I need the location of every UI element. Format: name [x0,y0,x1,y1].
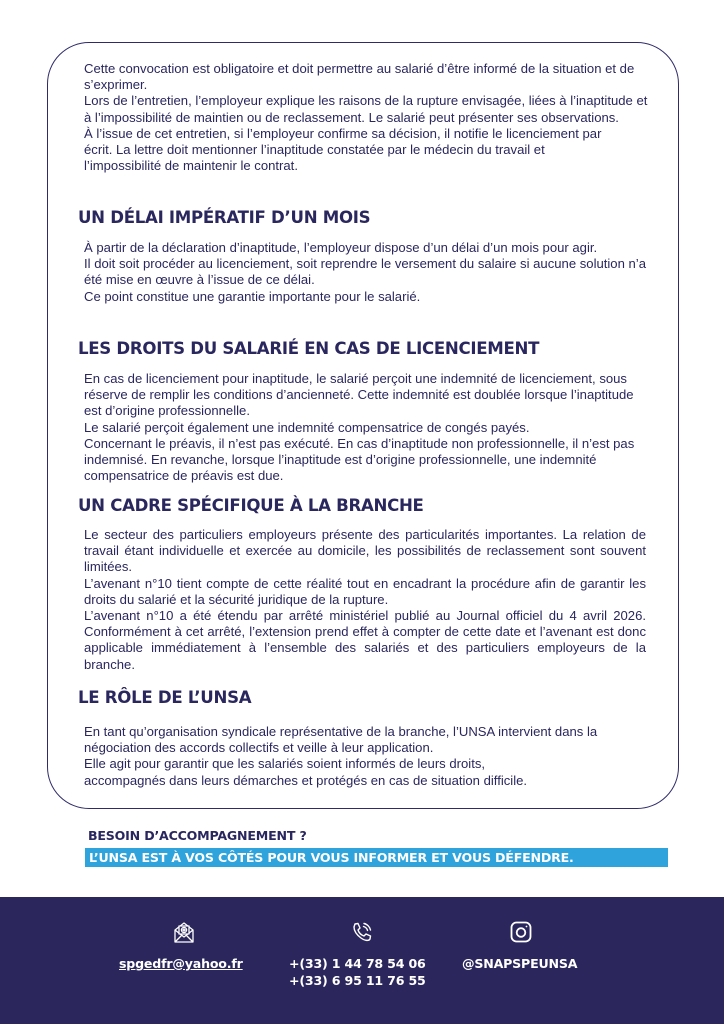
section-paragraph: L’avenant n°10 tient compte de cette réalité tout en encadrant la procédure afin de garantir les droits du salarié et la sécurité juridique de la rupture. [84,575,646,607]
instagram-icon[interactable] [509,920,533,944]
section-heading: UN DÉLAI IMPÉRATIF D’UN MOIS [78,208,371,227]
section-paragraph: L’avenant n°10 a été étendu par arrêté ministériel publié au Journal officiel du 4 avril 2026. Conformément à cet arrêté, l’extension prend effet à compter de cette date et l’avenant est donc applicable immédiatement à l’ensemble des salariés et des particuliers employeurs de la branche. [84,608,646,672]
section-paragraph: Le secteur des particuliers employeurs présente des particularités importantes. La relation de travail étant individuelle et exercée au domicile, les possibilités de reclassement sont souvent limitées. [84,527,646,575]
instagram-handle[interactable]: @SNAPSPEUNSA [462,956,578,971]
phone-numbers [289,955,426,989]
phone-number[interactable]: +(33) 6 95 11 76 55 [289,973,426,988]
cta-question: BESOIN D’ACCOMPAGNEMENT ? [88,828,307,843]
section-heading: UN CADRE SPÉCIFIQUE À LA BRANCHE [78,496,424,515]
section-paragraph: Le salarié perçoit également une indemnité compensatrice de congés payés. [84,419,530,435]
section-paragraph: Ce point constitue une garantie importante pour le salarié. [84,288,421,304]
section-paragraph: Il doit soit procéder au licenciement, soit reprendre le versement du salaire si aucune solution n’a été mise en œuvre à l’issue de ce délai. [84,256,646,288]
section-paragraph: Concernant le préavis, il n’est pas exécuté. En cas d’inaptitude non professionnelle, il n’est pas indemnisé. En revanche, lorsque l’inaptitude est d’origine professionnelle, une indemnité compensatrice de préavis est due. [84,435,635,484]
section-paragraph: À partir de la déclaration d’inaptitude, l’employeur dispose d’un délai d’un mois pour agir. [84,240,598,255]
phone-icon [350,920,374,944]
section-body [84,371,649,484]
section-body [84,240,646,305]
email-icon [172,920,196,944]
intro-line: À l’issue de cet entretien, si l’employeur confirme sa décision, il notifie le licenciement par écrit. La lettre doit mentionner l’inaptitude constatée par le médecin du travail et l’impossibilité de maintenir le contrat. [84,125,602,174]
section-paragraph: Elle agit pour garantir que les salariés soient informés de leurs droits, accompagnés dans leurs démarches et protégés en cas de situation difficile. [84,756,528,788]
section-body [84,724,654,789]
intro-line: Lors de l’entretien, l’employeur explique les raisons de la rupture envisagée, liées à l’inaptitude et à l’impossibilité de maintien ou de reclassement. Le salarié peut présenter ses observations. [84,93,648,125]
intro-line: Cette convocation est obligatoire et doit permettre au salarié d’être informé de la situation et de s’exprimer. [84,61,635,93]
section-paragraph: En tant qu’organisation syndicale représentative de la branche, l’UNSA intervient dans la négociation des accords collectifs et veille à leur application. [84,724,598,756]
section-paragraph: En cas de licenciement pour inaptitude, le salarié perçoit une indemnité de licenciement, sous réserve de remplir les conditions d’ancienneté. Cette indemnité est doublée lorsque l’inaptitude est d’origine professionnelle. [84,371,634,419]
section-heading: LES DROITS DU SALARIÉ EN CAS DE LICENCIEMENT [78,339,540,358]
section-body [84,527,646,673]
intro-text [84,61,646,174]
phone-number[interactable]: +(33) 1 44 78 54 06 [289,956,426,971]
email-link[interactable]: spgedfr@yahoo.fr [119,956,243,971]
cta-banner: L’UNSA EST À VOS CÔTÉS POUR VOUS INFORMER ET VOUS DÉFENDRE. [85,848,668,867]
section-heading: LE RÔLE DE L’UNSA [78,688,252,707]
